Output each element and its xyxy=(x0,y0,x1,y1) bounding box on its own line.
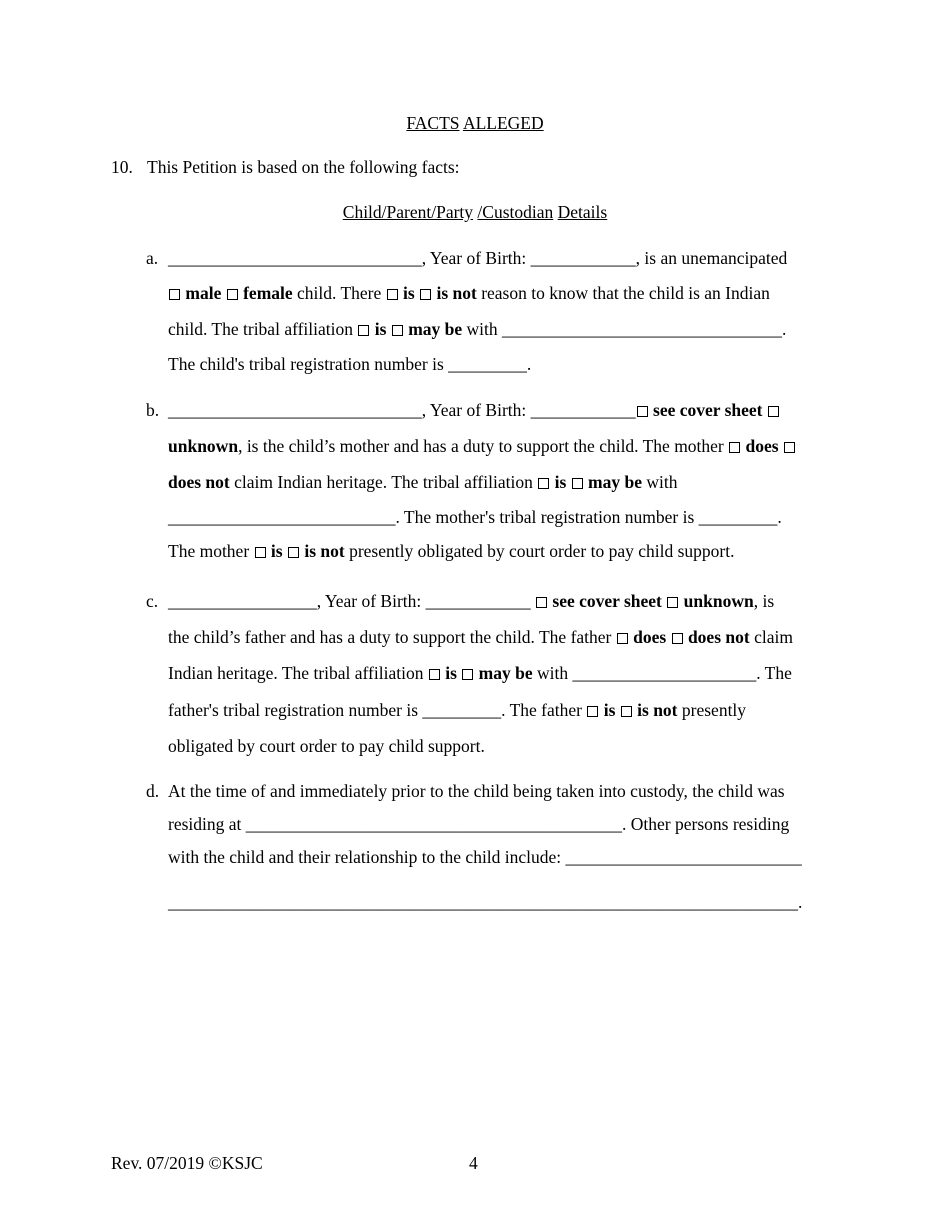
is-checkbox[interactable] xyxy=(358,325,369,336)
father-yob-blank[interactable]: ____________ xyxy=(425,591,536,611)
mother-yob-blank[interactable]: ____________ xyxy=(530,400,636,420)
does-not-checkbox[interactable] xyxy=(672,633,683,644)
tribe-blank[interactable]: _____________________ xyxy=(572,663,757,683)
document-page: FACTS ALLEGED 10. This Petition is based on the following facts: Child/Parent/Party /Custodian Details a. _____________________________, Year of Birth: ____________, is an unemancipated male female child. There is is not reason to know that the child is an Indian child. The tribal affiliation is may be with ________________________________. The child's tribal registration number is _________. b. _____________________________, Year of Birth: ____________ see cover sheet unknown, is the child’s mother and has a duty to support the child. The mother does does not claim Indian heritage. The tribal affiliation is may be with __________________________. The mother's tribal registration number is _________. The mother is is not presently obligated by court order to pay child support. c. _________________, Year of Birth: ____________ see cover sheet unknown, is the child’s father and has a duty to support the child. The father does does not claim Indian heritage. The tribal affiliation is may be with _____________________. The father's tribal registration number is _________. The father is is not presently obligated by court order to pay child support. d. At the time of and immediately prior to the child being taken into custody, the child was residing at ___________________________________________. Other persons residing with the child and their relationship to the child include: ___________________________ ________________________________________________________________________. Rev. 07/2019 ©KSJC 4 xyxy=(0,0,950,1230)
female-checkbox[interactable] xyxy=(227,289,238,300)
is-not-checkbox[interactable] xyxy=(420,289,431,300)
is-checkbox[interactable] xyxy=(429,669,440,680)
father-name-blank[interactable]: _________________ xyxy=(168,591,317,611)
unknown-checkbox[interactable] xyxy=(667,597,678,608)
item-label: b. xyxy=(146,400,160,420)
section-title: FACTS ALLEGED xyxy=(406,113,544,133)
paragraph-10 xyxy=(111,157,460,178)
revision-footer: Rev. 07/2019 ©KSJC xyxy=(111,1153,263,1173)
is-not-checkbox[interactable] xyxy=(621,706,632,717)
may-be-checkbox[interactable] xyxy=(572,478,583,489)
tribe-blank[interactable]: ________________________________ xyxy=(502,319,783,339)
item-label: a. xyxy=(146,248,159,268)
item-label: c. xyxy=(146,591,159,611)
may-be-checkbox[interactable] xyxy=(392,325,403,336)
see-cover-sheet-checkbox[interactable] xyxy=(637,406,648,417)
mother-name-blank[interactable]: _____________________________ xyxy=(168,400,422,420)
does-checkbox[interactable] xyxy=(617,633,628,644)
paragraph-number: 10. xyxy=(111,157,133,177)
paragraph-text: This Petition is based on the following facts: xyxy=(147,157,460,177)
see-cover-sheet-checkbox[interactable] xyxy=(536,597,547,608)
item-label: d. xyxy=(146,781,160,801)
is-checkbox[interactable] xyxy=(587,706,598,717)
section-subtitle: Child/Parent/Party /Custodian Details xyxy=(342,202,608,222)
is-checkbox[interactable] xyxy=(255,547,266,558)
may-be-checkbox[interactable] xyxy=(462,669,473,680)
does-checkbox[interactable] xyxy=(729,442,740,453)
unknown-checkbox[interactable] xyxy=(768,406,779,417)
does-not-checkbox[interactable] xyxy=(784,442,795,453)
is-not-checkbox[interactable] xyxy=(288,547,299,558)
male-checkbox[interactable] xyxy=(169,289,180,300)
child-name-blank[interactable]: _____________________________ xyxy=(168,248,422,268)
page-number: 4 xyxy=(469,1153,478,1173)
is-checkbox[interactable] xyxy=(387,289,398,300)
is-checkbox[interactable] xyxy=(538,478,549,489)
child-yob-blank[interactable]: ____________ xyxy=(530,248,636,268)
